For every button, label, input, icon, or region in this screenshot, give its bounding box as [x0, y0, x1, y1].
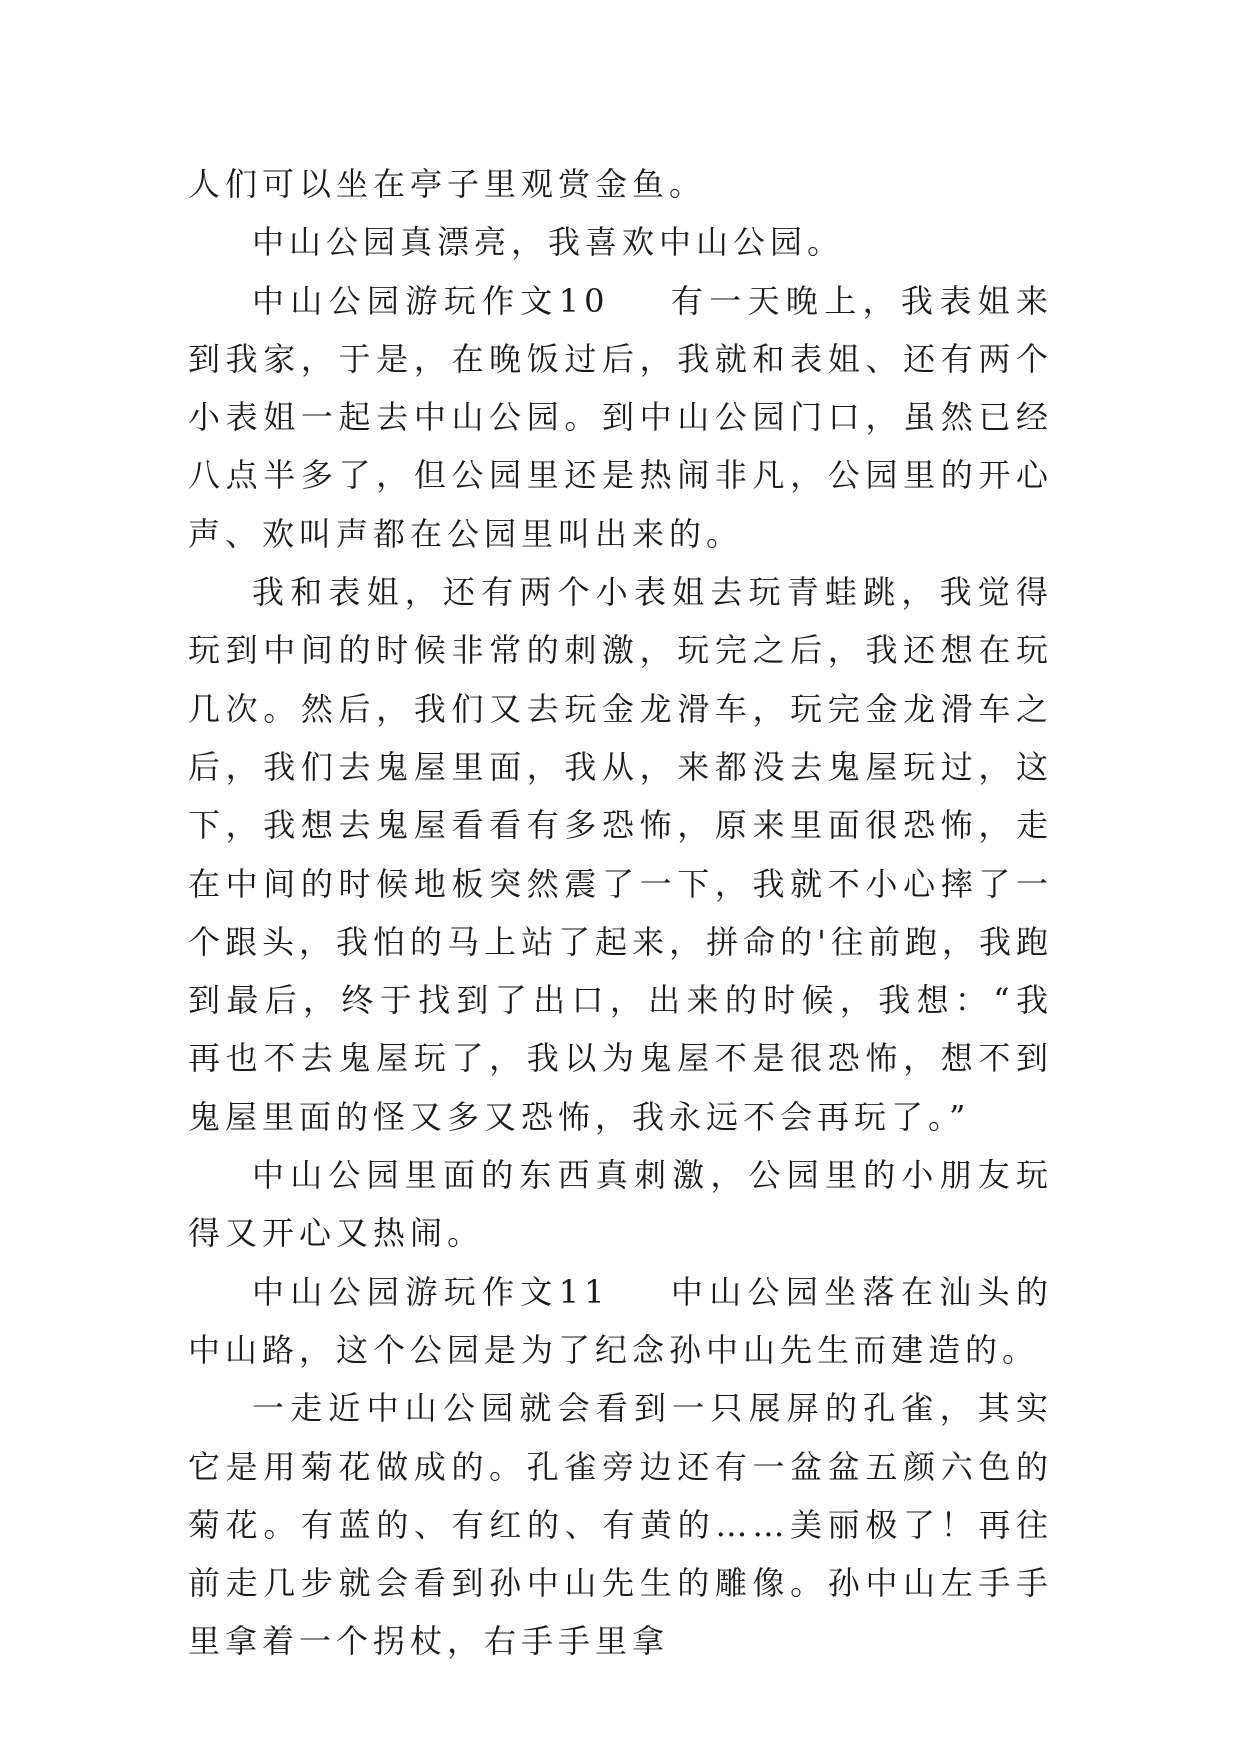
- paragraph-5: 中山公园里面的东西真刺激，公园里的小朋友玩得又开心又热闹。: [188, 1156, 1053, 1253]
- paragraph-4: 我和表姐，还有两个小表姐去玩青蛙跳，我觉得玩到中间的时候非常的刺激，玩完之后，我还想在玩几次。然后，我们又去玩金龙滑车，玩完金龙滑车之后，我们去鬼屋里面，我从，来都没去鬼屋玩过，这下，我想去鬼屋看看有多恐怖，原来里面很恐怖，走在中间的时候地板突然震了一下，我就不小心摔了一个跟头，我怕的马上站了起来，拼命的'往前跑，我跑到最后，终于找到了出口，出来的时候，我想：“我再也不去鬼屋玩了，我以为鬼屋不是很恐怖，想不到鬼屋里面的怪又多又恐怖，我永远不会再玩了。”: [188, 573, 1053, 1136]
- paragraph-6: [188, 1263, 1053, 1380]
- paragraph-2: 中山公园真漂亮，我喜欢中山公园。: [252, 223, 845, 262]
- paragraph-6-text: 中山公园坐落在汕头的中山路，这个公园是为了纪念孙中山先生而建造的。: [188, 1272, 1053, 1369]
- document-body: [188, 155, 1053, 1671]
- paragraph-3: [188, 272, 1053, 563]
- paragraph-3-text: 有一天晚上，我表姐来到我家，于是，在晚饭过后，我就和表姐、还有两个小表姐一起去中山公园。到中山公园门口，虽然已经八点半多了，但公园里还是热闹非凡，公园里的开心声、欢叫声都在公园里叫出来的。: [188, 281, 1053, 553]
- essay-heading-10: 中山公园游玩作文10: [252, 281, 610, 320]
- paragraph-1: 人们可以坐在亭子里观赏金鱼。: [188, 165, 707, 203]
- essay-heading-11: 中山公园游玩作文11: [252, 1272, 610, 1311]
- paragraph-7: 一走近中山公园就会看到一只展屏的孔雀，其实它是用菊花做成的。孔雀旁边还有一盆盆五颜六色的菊花。有蓝的、有红的、有黄的……美丽极了！再往前走几步就会看到孙中山先生的雕像。孙中山左手手里拿着一个拐杖，右手手里拿: [188, 1389, 1053, 1661]
